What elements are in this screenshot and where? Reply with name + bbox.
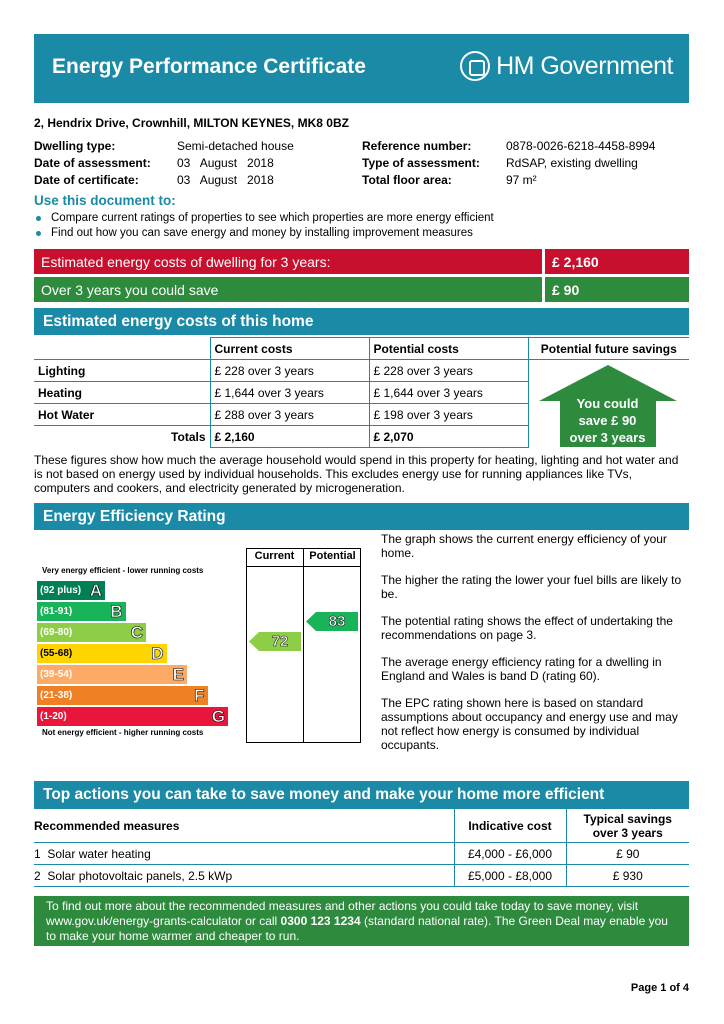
savings-band: Over 3 years you could save	[34, 277, 542, 302]
rating-band-e	[37, 665, 187, 684]
page-number: Page 1 of 4	[630, 982, 689, 994]
helpline-number: 0300 123 1234	[280, 914, 361, 928]
totals-label: Totals	[34, 426, 210, 448]
savings-line: You could	[576, 396, 639, 411]
band-range: (81-91)	[40, 606, 73, 617]
measure-saving: £ 90	[566, 843, 689, 865]
actions-table	[34, 808, 689, 887]
explanation-paragraph: The higher the rating the lower your fuel bills are likely to be.	[381, 573, 682, 601]
savings-header: Typical savings over 3 years	[566, 809, 689, 843]
footer-text: (standard national rate). The Green Deal may enable you to make your home warmer and cheaper to run.	[46, 914, 668, 943]
current-cost: £ 228 over 3 years	[210, 360, 369, 382]
band-letter: B	[110, 601, 123, 621]
cost-item: Lighting	[34, 360, 210, 382]
current-rating-arrow	[249, 632, 301, 656]
detail-label: Type of assessment:	[362, 156, 480, 170]
detail-label: Total floor area:	[362, 173, 452, 187]
current-costs-header: Current costs	[210, 338, 369, 360]
rating-band-c	[37, 623, 146, 642]
efficient-note: Very energy efficient - lower running costs	[42, 566, 204, 575]
measures-header: Recommended measures	[34, 809, 454, 843]
current-rating-value: 72	[271, 633, 289, 650]
blank-header	[34, 338, 210, 360]
savings-value: £ 90	[545, 277, 689, 302]
potential-rating-value: 83	[328, 613, 346, 631]
detail-label: Reference number:	[362, 139, 472, 153]
rating-band-f	[37, 686, 208, 705]
measure-name: 2 Solar photovoltaic panels, 2.5 kWp	[34, 865, 454, 887]
detail-value: Semi-detached house	[177, 139, 294, 153]
measure-cost: £5,000 - £8,000	[454, 865, 566, 887]
potential-costs-header: Potential costs	[369, 338, 528, 360]
potential-rating-arrow	[306, 612, 358, 636]
costs-note: These figures show how much the average household would spend in this property for heating, lighting and hot water and is not based on energy used by individual households. This excludes energy use for running appliances like TVs, computers and cookers, and electricity generated by microgeneration.	[34, 453, 679, 495]
potential-cost: £ 228 over 3 years	[369, 360, 528, 382]
use-bullet	[36, 212, 494, 224]
detail-label: Dwelling type:	[34, 139, 116, 153]
savings-line: save £ 90	[578, 413, 637, 428]
column-divider	[246, 548, 361, 549]
band-letter: E	[172, 664, 184, 684]
rating-band-b	[37, 602, 126, 621]
footer-text: To find out more about the recommended measures and other actions you could take today to save money, visit www.gov.uk/energy-grants-calculator or call	[46, 899, 639, 928]
band-letter: F	[194, 685, 205, 705]
estimated-costs-band: Estimated energy costs of dwelling for 3 years:	[34, 249, 542, 274]
column-divider	[360, 548, 361, 743]
green-deal-info	[34, 896, 689, 946]
measure-name: 1 Solar water heating	[34, 843, 454, 865]
explanation-paragraph: The EPC rating shown here is based on standard assumptions about occupancy and energy use and may not reflect how energy is consumed by individual occupants.	[381, 696, 678, 752]
bullet-icon	[36, 231, 41, 236]
detail-value: RdSAP, existing dwelling	[506, 156, 638, 170]
band-letter: G	[211, 706, 225, 726]
cost-item: Heating	[34, 382, 210, 404]
efficiency-explanation	[381, 532, 689, 752]
property-address: 2, Hendrix Drive, Crownhill, MILTON KEYNES, MK8 0BZ	[34, 116, 349, 130]
potential-column-header: Potential	[309, 550, 356, 562]
band-range: (69-80)	[40, 627, 73, 638]
costs-table	[34, 337, 689, 448]
column-divider	[246, 548, 247, 743]
use-document-heading: Use this document to:	[34, 193, 176, 208]
explanation-paragraph: The potential rating shows the effect of undertaking the recommendations on page 3.	[381, 614, 673, 642]
detail-label: Date of certificate:	[34, 173, 139, 187]
totals-potential: £ 2,070	[369, 426, 528, 448]
details-left	[34, 139, 294, 190]
totals-current: £ 2,160	[210, 426, 369, 448]
details-right	[362, 139, 655, 190]
detail-label: Date of assessment:	[34, 156, 151, 170]
current-cost: £ 1,644 over 3 years	[210, 382, 369, 404]
column-divider	[246, 742, 361, 743]
efficiency-chart	[34, 538, 374, 750]
column-divider	[303, 548, 304, 743]
rating-band-a	[37, 581, 105, 600]
savings-arrow-cell	[528, 360, 689, 448]
savings-arrow-text	[539, 395, 677, 446]
potential-cost: £ 198 over 3 years	[369, 404, 528, 426]
efficiency-section-title: Energy Efficiency Rating	[34, 503, 689, 530]
detail-row	[34, 156, 294, 173]
savings-line: over 3 years	[569, 430, 646, 445]
rating-band-g	[37, 707, 228, 726]
band-range: (1-20)	[40, 711, 67, 722]
royal-crest-icon	[460, 51, 490, 81]
bullet-text: Compare current ratings of properties to see which properties are more energy efficient	[51, 212, 494, 224]
inefficient-note: Not energy efficient - higher running costs	[42, 728, 204, 737]
band-range: (21-38)	[40, 690, 73, 701]
table-row	[34, 865, 689, 887]
header-bar	[34, 34, 689, 103]
band-letter: C	[130, 622, 143, 642]
use-bullet	[36, 227, 473, 239]
table-header-row	[34, 809, 689, 843]
brand-label: HM Government	[496, 51, 673, 80]
explanation-paragraph: The graph shows the current energy efficiency of your home.	[381, 532, 667, 560]
table-row	[34, 843, 689, 865]
band-range: (39-54)	[40, 669, 73, 680]
measure-saving: £ 930	[566, 865, 689, 887]
detail-row	[362, 139, 655, 156]
detail-row	[362, 156, 655, 173]
cost-header: Indicative cost	[454, 809, 566, 843]
actions-section-title: Top actions you can take to save money and make your home more efficient	[34, 781, 689, 808]
table-header-row	[34, 338, 689, 360]
band-range: (92 plus)	[40, 585, 82, 596]
detail-value: 97 m²	[506, 173, 537, 187]
current-cost: £ 288 over 3 years	[210, 404, 369, 426]
band-letter: A	[89, 580, 102, 600]
detail-value: 0878-0026-6218-4458-8994	[506, 139, 656, 153]
detail-value: 03 August 2018	[177, 156, 274, 170]
bullet-text: Find out how you can save energy and money by installing improvement measures	[51, 227, 473, 239]
estimated-costs-value: £ 2,160	[545, 249, 689, 274]
costs-section-title: Estimated energy costs of this home	[34, 308, 689, 335]
bullet-icon	[36, 216, 41, 221]
detail-row	[34, 173, 294, 190]
future-savings-header: Potential future savings	[528, 338, 689, 360]
cost-item: Hot Water	[34, 404, 210, 426]
band-range: (55-68)	[40, 648, 73, 659]
detail-row	[362, 173, 655, 190]
rating-band-d	[37, 644, 167, 663]
potential-cost: £ 1,644 over 3 years	[369, 382, 528, 404]
detail-row	[34, 139, 294, 156]
explanation-paragraph: The average energy efficiency rating for a dwelling in England and Wales is band D (rating 60).	[381, 655, 662, 683]
current-column-header: Current	[254, 550, 295, 562]
table-row	[34, 360, 689, 382]
hm-government-logo	[460, 51, 673, 81]
page-title: Energy Performance Certificate	[52, 55, 366, 78]
detail-value: 03 August 2018	[177, 173, 274, 187]
measure-cost: £4,000 - £6,000	[454, 843, 566, 865]
band-letter: D	[151, 643, 164, 663]
